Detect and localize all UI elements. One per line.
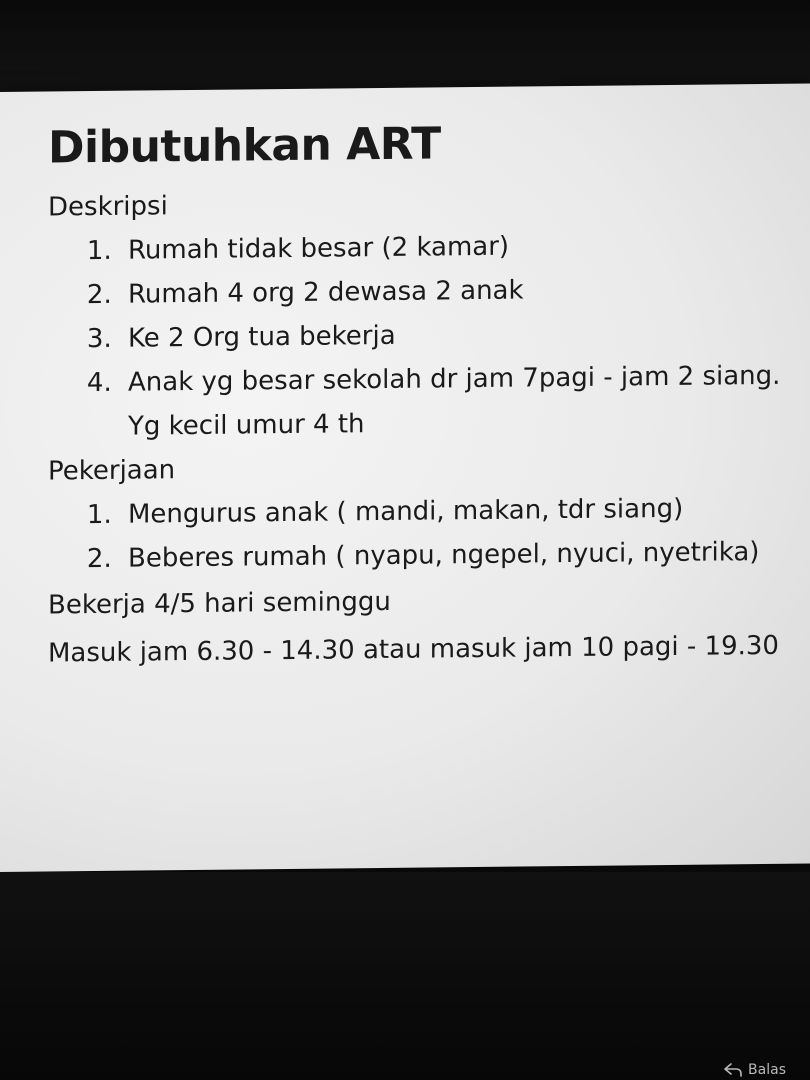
reply-arrow-icon xyxy=(724,1063,742,1077)
list-item: 3. Ke 2 Org tua bekerja xyxy=(120,310,788,361)
schedule-days: Bekerja 4/5 hari seminggu xyxy=(48,586,391,621)
work-list xyxy=(48,486,788,582)
document-sheet xyxy=(0,84,810,872)
description-list xyxy=(48,222,788,450)
document-content xyxy=(48,112,788,678)
list-item: 1. Rumah tidak besar (2 kamar) xyxy=(120,222,788,273)
description-heading: Deskripsi xyxy=(48,191,168,223)
background-bottom xyxy=(0,872,810,1080)
reply-label: Balas xyxy=(748,1062,786,1078)
list-item: 4. Anak yg besar sekolah dr jam 7pagi - jam 2 siang. Yg kecil umur 4 th xyxy=(120,354,788,449)
work-heading: Pekerjaan xyxy=(48,455,176,487)
list-item: 2. Beberes rumah ( nyapu, ngepel, nyuci, nyetrika) xyxy=(120,530,788,581)
document-title: Dibutuhkan ART xyxy=(48,118,441,174)
reply-button[interactable] xyxy=(724,1062,786,1078)
list-item: 1. Mengurus anak ( mandi, makan, tdr siang) xyxy=(120,486,788,537)
list-item: 2. Rumah 4 org 2 dewasa 2 anak xyxy=(120,266,788,317)
schedule-hours: Masuk jam 6.30 - 14.30 atau masuk jam 10 pagi - 19.30 xyxy=(48,630,779,669)
